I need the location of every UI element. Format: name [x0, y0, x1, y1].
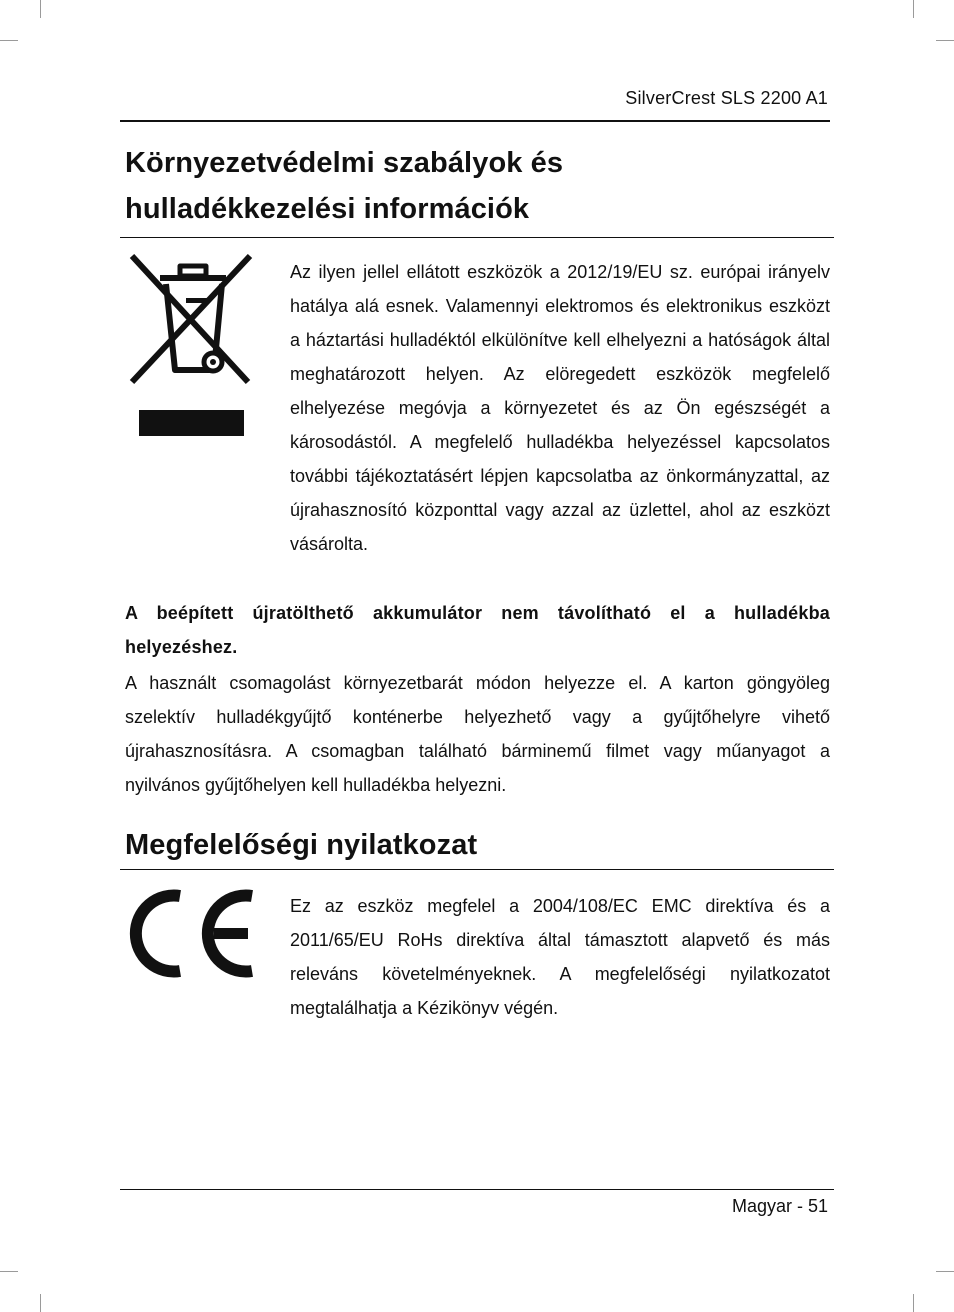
footer-rule	[120, 1189, 834, 1190]
page-number: Magyar - 51	[731, 1196, 828, 1216]
crop-mark	[0, 40, 18, 41]
section-rule	[120, 237, 834, 238]
section-title-environment	[125, 140, 563, 232]
crop-mark	[913, 1294, 914, 1312]
weee-paragraph: Az ilyen jellel ellátott eszközök a 2012/19/EU sz. európai irányelv hatálya alá esnek. Valamennyi elektromos és elektronikus eszközt a háztartási hulladéktól elkülönítve kell elhelyezni a hatóságok által meghatározott helyen. Az elöregedett eszközök megfelelő elhelyezése megóvja a környezetet és az Ön egészségét a károsodástól. A megfelelő hulladékba helyezéssel kapcsolatos további tájékoztatásért lépjen kapcsolatba az önkormányzattal, az újrahasznosító központtal vagy azzal az üzlettel, ahol az eszközt vásárolta.	[290, 262, 830, 554]
running-header: SilverCrest SLS 2200 A1	[625, 88, 828, 108]
packaging-paragraph: A használt csomagolást környezetbarát módon helyezze el. A karton göngyöleg szelektív hulladékgyűjtő konténerbe helyezhető vagy a gyűjtőhelyre vihető újrahasznosításra. A csomagban található bárminemű filmet vagy műanyagot a nyilvános gyűjtőhelyen kell hulladékba helyezni.	[125, 673, 830, 795]
conformity-paragraph: Ez az eszköz megfelel a 2004/108/EC EMC direktíva és a 2011/65/EU RoHs direktíva által támasztott alapvető és más releváns követelményeknek. A megfelelőségi nyilatkozatot megtalálhatja a Kézikönyv végén.	[290, 896, 830, 1018]
crop-mark	[936, 40, 954, 41]
crop-mark	[40, 0, 41, 18]
crop-mark	[40, 1294, 41, 1312]
header-rule	[120, 120, 830, 122]
title-line-2: hulladékkezelési információk	[125, 193, 530, 225]
battery-notice: A beépített újratölthető akkumulátor nem távolítható el a hulladékba helyezéshez.	[125, 603, 830, 657]
weee-crossed-bin-icon	[126, 252, 256, 442]
section-title-conformity: Megfelelőségi nyilatkozat	[125, 829, 478, 861]
title-line-1: Környezetvédelmi szabályok és	[125, 147, 564, 179]
crop-mark	[913, 0, 914, 18]
ce-mark-icon	[126, 886, 256, 981]
section-rule	[120, 869, 834, 870]
crop-mark	[0, 1271, 18, 1272]
crop-mark	[936, 1271, 954, 1272]
